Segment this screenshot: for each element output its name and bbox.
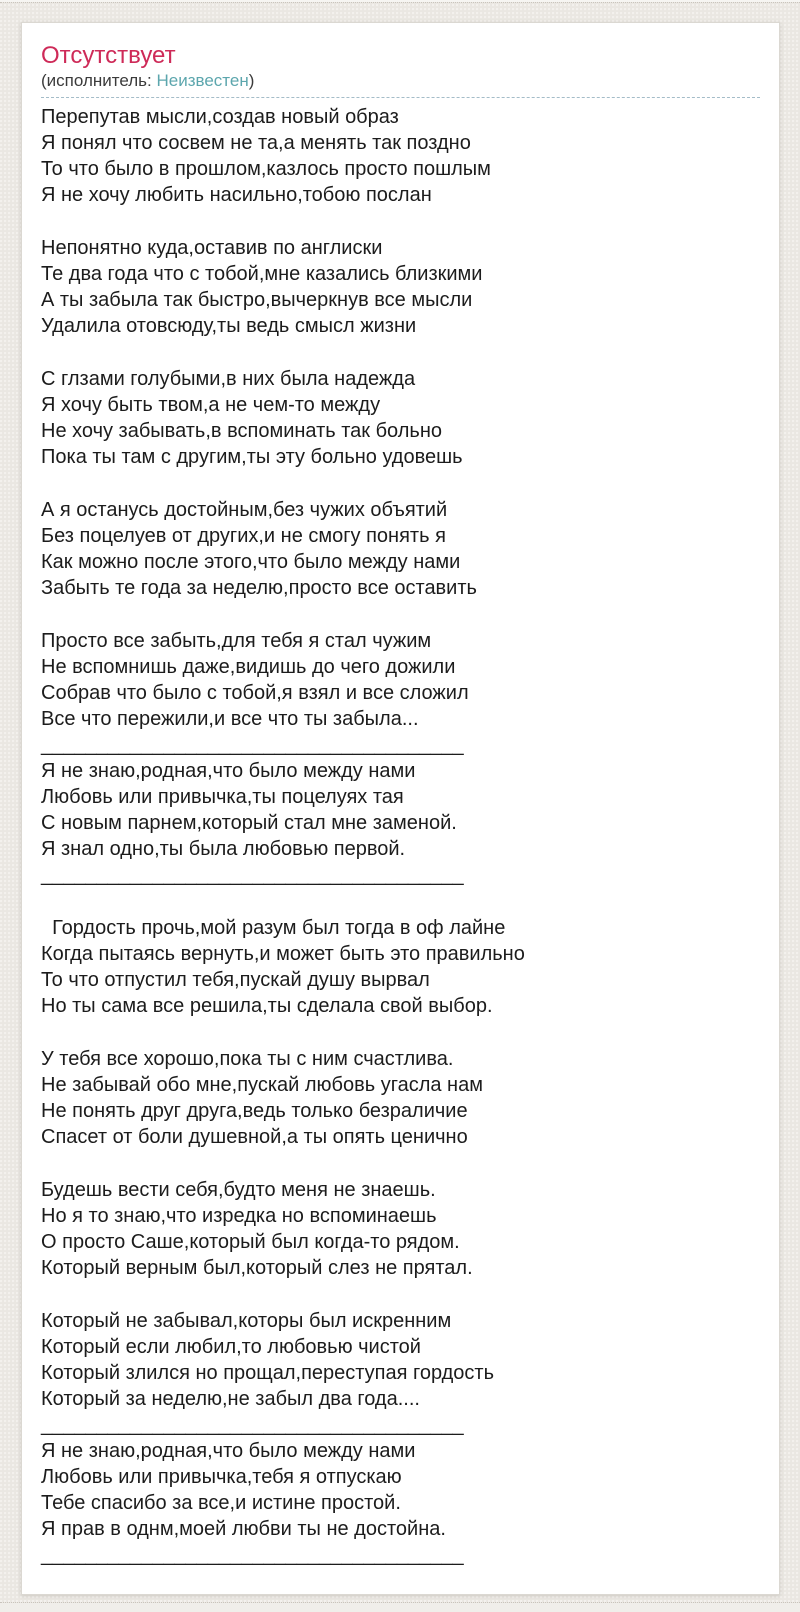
lyrics-line: Спасет от боли душевной,а ты опять ценично (41, 1126, 468, 1148)
song-title: Отсутствует (41, 42, 176, 69)
lyrics-card (21, 22, 780, 1595)
lyrics-line: Я не хочу любить насильно,тобою послан (41, 184, 432, 206)
lyrics-line: То что отпустил тебя,пускай душу вырвал (41, 969, 430, 991)
lyrics-line: Который если любил,то любовью чистой (41, 1336, 421, 1358)
divider-line: ______________________________________ (41, 1414, 464, 1436)
lyrics-line: Когда пытаясь вернуть,и может быть это правильно (41, 943, 525, 965)
lyrics-line: Без поцелуев от других,и не смогу понять я (41, 525, 446, 547)
divider-line: ______________________________________ (41, 734, 464, 756)
lyrics-line: Я понял что сосвем не та,а менять так поздно (41, 132, 471, 154)
lyrics-line: О просто Саше,который был когда-то рядом. (41, 1231, 460, 1253)
lyrics-line: Я не знаю,родная,что было между нами (41, 1440, 416, 1462)
lyrics-stanza (41, 366, 760, 470)
lyrics-stanza (41, 628, 760, 888)
artist-link[interactable]: Неизвестен (156, 71, 249, 90)
lyrics-line: Но я то знаю,что изредка но вспоминаешь (41, 1205, 437, 1227)
lyrics-line: Тебе спасибо за все,и истине простой. (41, 1492, 401, 1514)
artist-line (41, 71, 760, 98)
lyrics-line: Я хочу быть твом,а не чем-то между (41, 394, 381, 416)
lyrics-line: Гордость прочь,мой разум был тогда в оф лайне (41, 917, 506, 939)
lyrics-line: У тебя все хорошо,пока ты с ним счастлива. (41, 1048, 454, 1070)
lyrics-line: Собрав что было с тобой,я взял и все сложил (41, 682, 469, 704)
lyrics-line: Пока ты там с другим,ты эту больно удовешь (41, 446, 463, 468)
lyrics-line: Который не забывал,которы был искренним (41, 1310, 452, 1332)
lyrics-line: Я не знаю,родная,что было между нами (41, 760, 416, 782)
lyrics-line: То что было в прошлом,казлось просто пошлым (41, 158, 491, 180)
lyrics-stanza (41, 497, 760, 601)
lyrics-line: Я прав в однм,моей любви ты не достойна. (41, 1518, 446, 1540)
lyrics-line: Любовь или привычка,ты поцелуях тая (41, 786, 404, 808)
artist-suffix: ) (248, 71, 255, 90)
lyrics-line: С новым парнем,который стал мне заменой. (41, 812, 457, 834)
lyrics-line: Как можно после этого,что было между нами (41, 551, 461, 573)
lyrics-line: Не вспомнишь даже,видишь до чего дожили (41, 656, 456, 678)
lyrics-line: Те два года что с тобой,мне казались близкими (41, 263, 483, 285)
top-dotted-divider (0, 2, 800, 3)
lyrics-stanza (41, 915, 760, 1019)
lyrics-stanza (41, 1308, 760, 1568)
lyrics-line: Который верным был,который слез не прятал. (41, 1257, 473, 1279)
lyrics-line: Будешь вести себя,будто меня не знаешь. (41, 1179, 436, 1201)
divider-line: ______________________________________ (41, 864, 464, 886)
lyrics-stanza (41, 1177, 760, 1281)
lyrics-line: Но ты сама все решила,ты сделала свой выбор. (41, 995, 493, 1017)
page-bottom-strip (0, 1603, 800, 1612)
lyrics-line: Удалила отовсюду,ты ведь смысл жизни (41, 315, 417, 337)
lyrics-stanza (41, 1046, 760, 1150)
lyrics-text (41, 104, 760, 1568)
lyrics-line: Просто все забыть,для тебя я стал чужим (41, 630, 432, 652)
lyrics-line: Я знал одно,ты была любовью первой. (41, 838, 406, 860)
lyrics-line: Любовь или привычка,тебя я отпускаю (41, 1466, 402, 1488)
lyrics-line: Который злился но прощал,переступая гордость (41, 1362, 495, 1384)
lyrics-line: Все что пережили,и все что ты забыла... (41, 708, 419, 730)
lyrics-line: Перепутав мысли,создав новый образ (41, 106, 399, 128)
lyrics-line: Забыть те года за неделю,просто все оставить (41, 577, 477, 599)
lyrics-line: А я останусь достойным,без чужих объятий (41, 499, 448, 521)
artist-prefix: (исполнитель: (41, 71, 157, 90)
lyrics-line: Не забывай обо мне,пускай любовь угасла нам (41, 1074, 483, 1096)
lyrics-line: Который за неделю,не забыл два года.... (41, 1388, 420, 1410)
lyrics-stanza (41, 235, 760, 339)
lyrics-stanza (41, 104, 760, 208)
lyrics-line: Не хочу забывать,в вспоминать так больно (41, 420, 442, 442)
divider-line: ______________________________________ (41, 1544, 464, 1566)
lyrics-line: Непонятно куда,оставив по англиски (41, 237, 383, 259)
lyrics-line: А ты забыла так быстро,вычеркнув все мысли (41, 289, 473, 311)
lyrics-line: С глзами голубыми,в них была надежда (41, 368, 416, 390)
lyrics-line: Не понять друг друга,ведь только безраличие (41, 1100, 468, 1122)
